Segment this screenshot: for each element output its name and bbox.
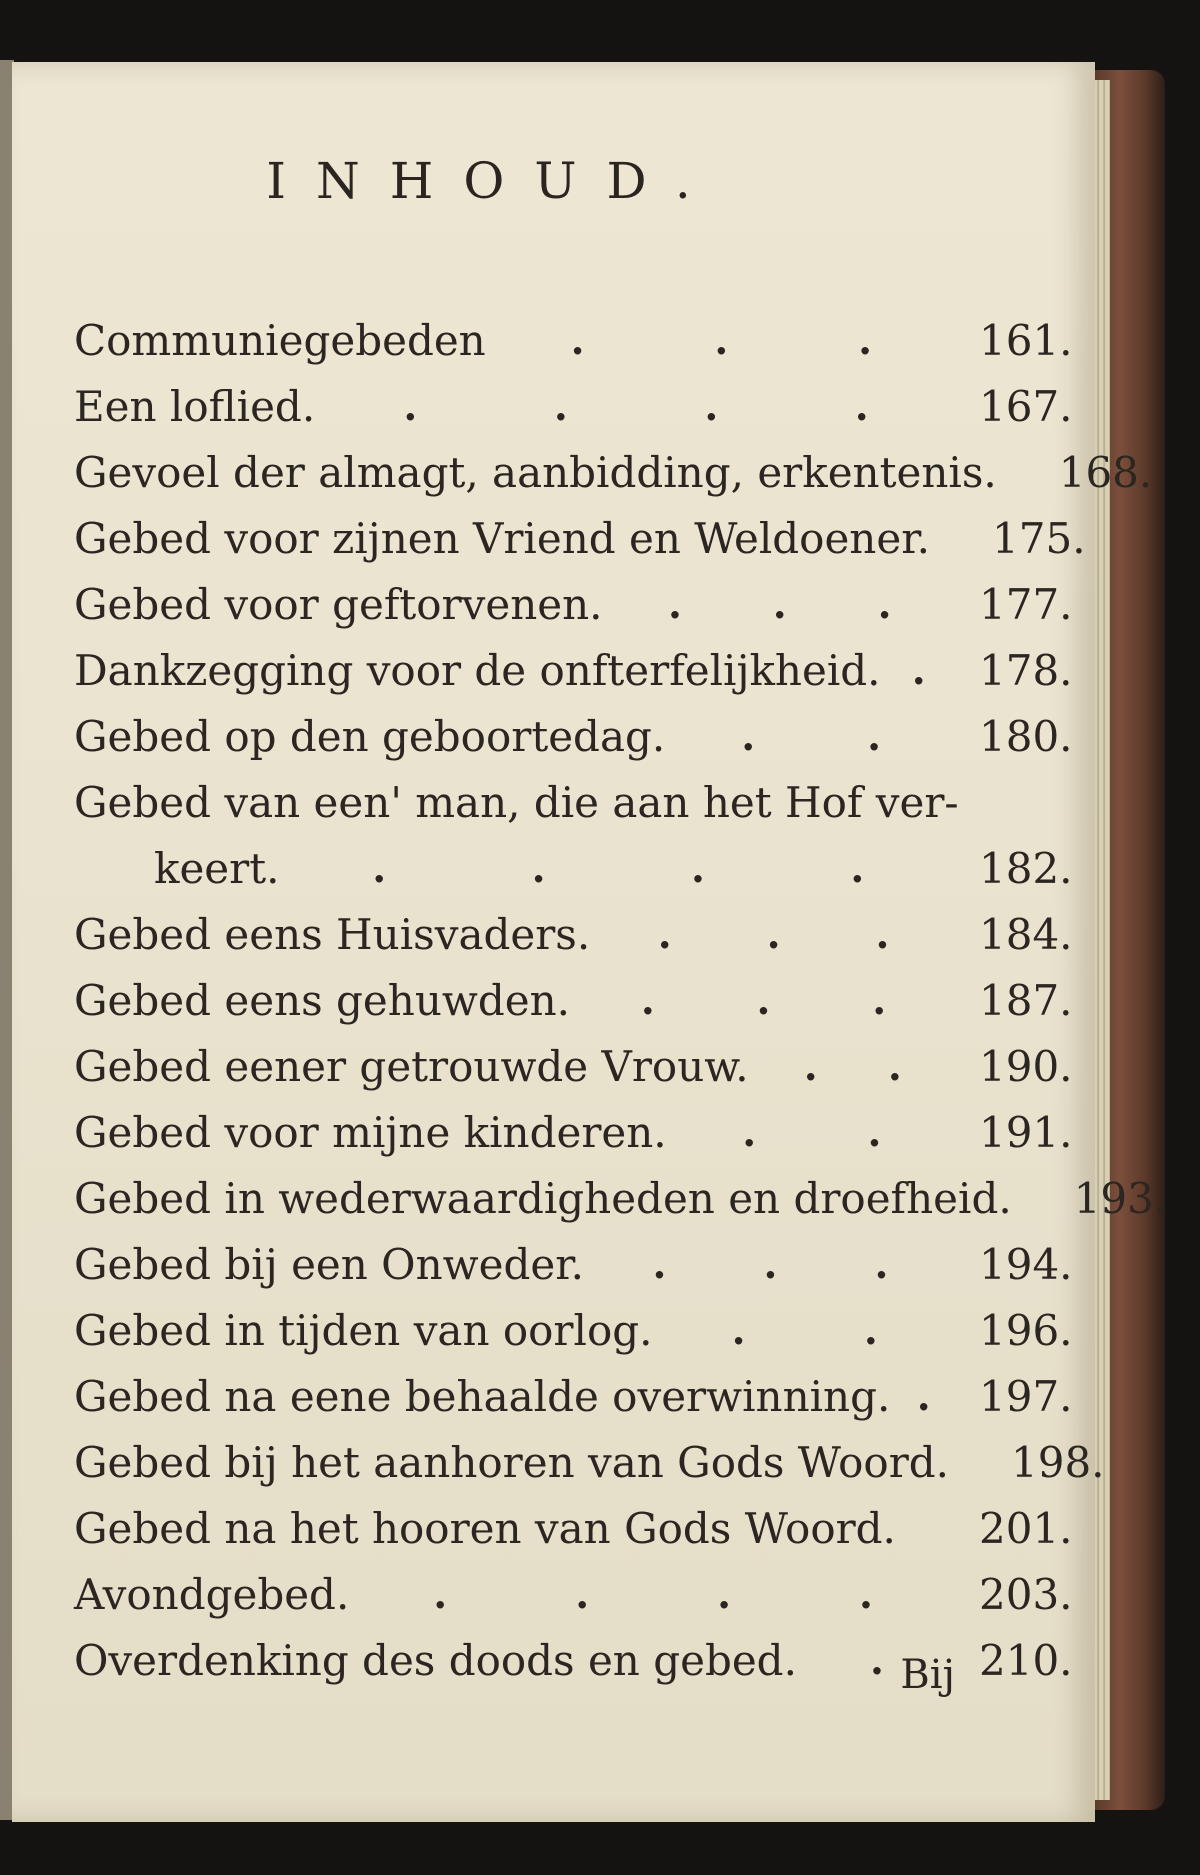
leader-dot: .	[867, 1108, 882, 1156]
leader-dot: .	[667, 580, 682, 628]
toc-entry-title: Avondgebed.	[74, 1569, 350, 1619]
leader-dot: .	[887, 1042, 902, 1090]
toc-entry-page-number: 201.	[979, 1503, 1073, 1553]
toc-leader-dots	[890, 1373, 965, 1420]
toc-leader-dots	[279, 845, 965, 892]
leader-dot: .	[911, 646, 926, 694]
leader-dot: .	[433, 1570, 448, 1618]
toc-entry-title: keert.	[154, 843, 280, 893]
leader-dot: .	[858, 316, 873, 364]
toc-entry-page-number: 178.	[979, 645, 1073, 695]
toc-entry-title: Gebed voor geftorvenen.	[74, 579, 603, 629]
toc-entry	[74, 901, 1079, 967]
leader-dot: .	[553, 382, 568, 430]
toc-entry-page-number: 193.	[1073, 1173, 1168, 1223]
toc-entry-title: Communiegebeden	[74, 315, 486, 365]
toc-entry-page-number: 168.	[1058, 447, 1153, 497]
toc-leader-dots	[665, 713, 965, 760]
leader-dot: .	[803, 1042, 818, 1090]
book-page	[12, 62, 1168, 1822]
toc-entry	[74, 1363, 1079, 1429]
toc-entry-title: Overdenking des doods en gebed.	[74, 1635, 797, 1685]
leader-dot: .	[741, 712, 756, 760]
toc-leader-dots	[603, 581, 965, 628]
toc-leader-dots	[652, 1307, 965, 1354]
toc-entry-title: Gebed bij een Onweder.	[74, 1239, 585, 1289]
leader-dot: .	[854, 382, 869, 430]
toc-entry-page-number: 197.	[979, 1371, 1073, 1421]
toc-entry-page-number: 196.	[979, 1305, 1073, 1355]
toc-entry-page-number: 177.	[979, 579, 1073, 629]
toc-entry-page-number: 182.	[979, 843, 1073, 893]
leader-dot: .	[717, 1570, 732, 1618]
toc-entry-page-number: 198.	[1011, 1437, 1105, 1487]
toc-leader-dots	[881, 647, 965, 694]
toc-entry-title: Gebed in wederwaardigheden en droefheid.	[74, 1173, 1012, 1223]
toc-entry-page-number: 210.	[979, 1635, 1073, 1685]
leader-dot: .	[875, 910, 890, 958]
leader-dot: .	[731, 1306, 746, 1354]
catchword: Bij	[900, 1652, 955, 1698]
leader-dot: .	[763, 1240, 778, 1288]
toc-entry-title: Gebed op den geboortedag.	[74, 711, 666, 761]
leader-dot: .	[867, 712, 882, 760]
toc-entry	[74, 505, 1086, 571]
leader-dot: .	[877, 580, 892, 628]
leader-dot: .	[874, 1240, 889, 1288]
leader-dot: .	[916, 1372, 931, 1420]
table-of-contents	[74, 307, 1168, 1693]
toc-entry	[74, 1099, 1079, 1165]
toc-entry-page-number: 190.	[979, 1041, 1073, 1091]
toc-entry	[74, 1561, 1079, 1627]
toc-leader-dots	[315, 383, 965, 430]
leader-dot: .	[690, 844, 705, 892]
toc-entry	[74, 1033, 1079, 1099]
leader-dot: .	[872, 976, 887, 1024]
toc-leader-dots	[667, 1109, 965, 1156]
leader-dot: .	[863, 1306, 878, 1354]
toc-entry	[74, 967, 1079, 1033]
toc-entry-title: Een loflied.	[74, 381, 316, 431]
toc-entry	[74, 1495, 1079, 1561]
leader-dot: .	[772, 580, 787, 628]
toc-entry	[74, 835, 1079, 901]
leader-dot: .	[575, 1570, 590, 1618]
toc-leader-dots	[349, 1571, 965, 1618]
leader-dot: .	[372, 844, 387, 892]
toc-entry	[74, 637, 1079, 703]
leader-dot: .	[704, 382, 719, 430]
toc-entry-title: Gebed voor mijne kinderen.	[74, 1107, 667, 1157]
toc-entry	[74, 1231, 1079, 1297]
toc-entry-page-number: 191.	[979, 1107, 1073, 1157]
leader-dot: .	[742, 1108, 757, 1156]
toc-entry-page-number: 161.	[979, 315, 1073, 365]
toc-entry-title: Gebed eens gehuwden.	[74, 975, 570, 1025]
leader-dot: .	[640, 976, 655, 1024]
toc-leader-dots	[590, 911, 965, 958]
running-title: INHOUD.	[266, 152, 721, 210]
toc-leader-dots	[486, 317, 965, 364]
leader-dot: .	[531, 844, 546, 892]
leader-dot: .	[570, 316, 585, 364]
leader-dot: .	[766, 910, 781, 958]
toc-entry-title: Gebed bij het aanhoren van Gods Woord.	[74, 1437, 950, 1487]
leader-dot: .	[869, 1636, 884, 1684]
toc-entry	[74, 1165, 1168, 1231]
toc-entry-title: Gebed na eene behaalde overwinning.	[74, 1371, 891, 1421]
leader-dot: .	[850, 844, 865, 892]
toc-entry	[74, 439, 1153, 505]
toc-entry	[74, 571, 1079, 637]
toc-entry-title: Gebed na het hooren van Gods Woord.	[74, 1503, 896, 1553]
leader-dot: .	[657, 910, 672, 958]
leader-dot: .	[714, 316, 729, 364]
toc-entry	[74, 1297, 1079, 1363]
leader-dot: .	[403, 382, 418, 430]
toc-entry-page-number: 175.	[992, 513, 1086, 563]
toc-entry	[74, 769, 1079, 835]
toc-leader-dots	[570, 977, 965, 1024]
toc-entry-page-number: 184.	[979, 909, 1073, 959]
toc-leader-dots	[584, 1241, 965, 1288]
toc-entry-page-number: 180.	[979, 711, 1073, 761]
toc-entry-page-number: 187.	[979, 975, 1073, 1025]
toc-entry-page-number: 194.	[979, 1239, 1073, 1289]
toc-entry-title: Gebed van een' man, die aan het Hof ver-	[74, 777, 959, 827]
toc-entry	[74, 1429, 1105, 1495]
toc-entry-page-number: 203.	[979, 1569, 1073, 1619]
toc-entry-title: Gebed eens Huisvaders.	[74, 909, 591, 959]
toc-entry-title: Gebed in tijden van oorlog.	[74, 1305, 653, 1355]
leader-dot: .	[859, 1570, 873, 1618]
toc-leader-dots	[749, 1043, 965, 1090]
toc-entry-title: Gevoel der almagt, aanbidding, erkentenis.	[74, 447, 997, 497]
leader-dot: .	[756, 976, 771, 1024]
toc-entry	[74, 703, 1079, 769]
leader-dot: .	[652, 1240, 667, 1288]
toc-entry-page-number: 167.	[979, 381, 1073, 431]
toc-entry-title: Gebed eener getrouwde Vrouw.	[74, 1041, 749, 1091]
toc-entry-title: Dankzegging voor de onfterfelijkheid.	[74, 645, 881, 695]
toc-entry	[74, 373, 1079, 439]
toc-entry-title: Gebed voor zijnen Vriend en Weldoener.	[74, 513, 931, 563]
toc-entry	[74, 307, 1079, 373]
